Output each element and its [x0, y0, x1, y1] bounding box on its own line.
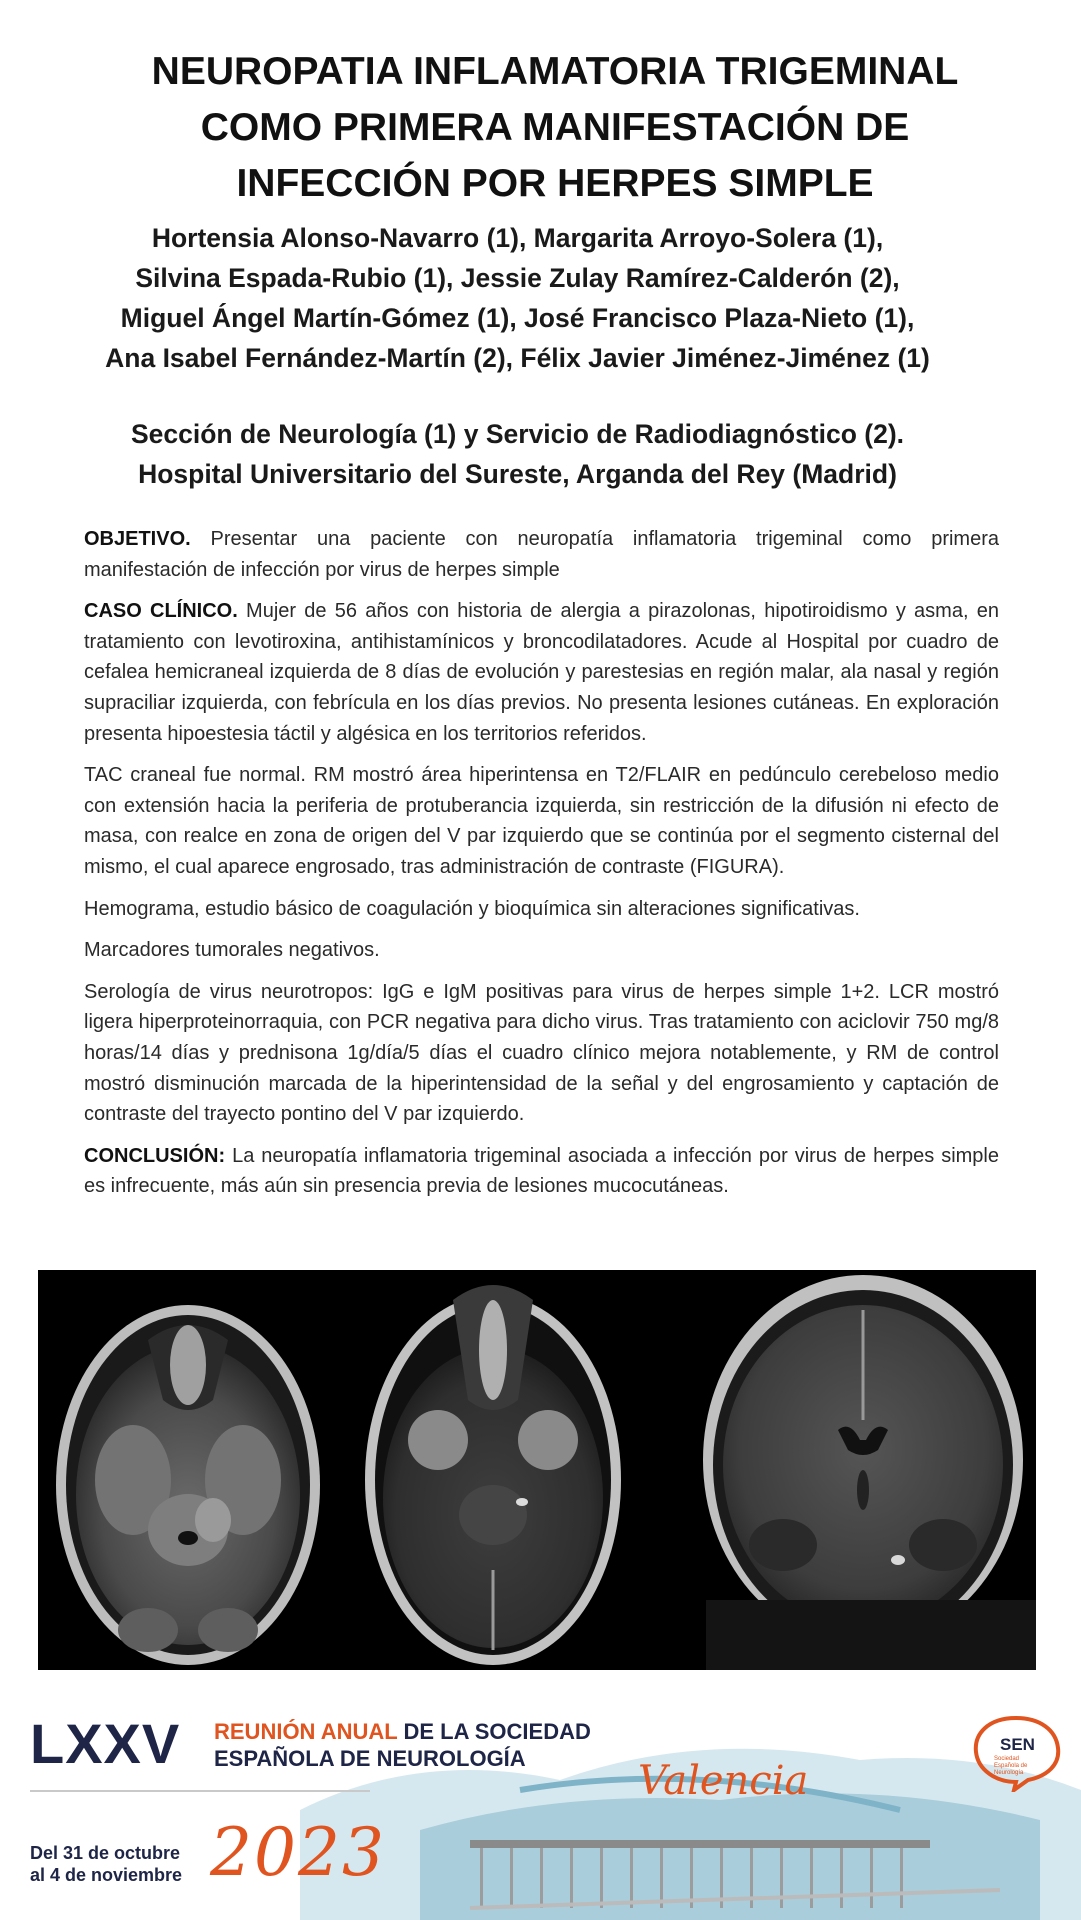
conference-footer [0, 1690, 1081, 1920]
conclusion-label: CONCLUSIÓN: [84, 1144, 226, 1167]
edition-number: LXXV [30, 1712, 181, 1775]
affiliation-line: Sección de Neurología (1) y Servicio de Radiodiagnóstico (2). [130, 419, 905, 449]
mri-figure [38, 1270, 1036, 1670]
sen-logo-subtitle: Sociedad Española de Neurología [994, 1756, 1028, 1776]
mri-panel-axial-flair [56, 1305, 320, 1665]
meeting-name-navy: DE LA SOCIEDAD [397, 1719, 591, 1744]
conclusion-text: La neuropatía inflamatoria trigeminal asociada a infección por virus de herpes simple es infrecuente, más aún sin presencia previa de lesiones mucocutáneas. [84, 1144, 999, 1198]
meeting-name [214, 1718, 591, 1772]
abstract-body [84, 524, 999, 1213]
caso-text: Mujer de 56 años con historia de alergia a pirazolonas, hipotiroidismo y asma, en tratamiento con levotiroxina, antihistamínicos y broncodilatadores. Acude al Hospital por cuadro de cefalea hemicraneal izquierda de 8 días de evolución y parestesias en región malar, ala nasal y región supraciliar izquierda, con febrícula en los días previos. No presenta lesiones cutáneas. En exploración presenta hipoestesia táctil y algésica en los territorios referidos. [84, 600, 999, 745]
meeting-year: 2023 [210, 1814, 386, 1891]
title-line: COMO PRIMERA MANIFESTACIÓN DE [200, 106, 910, 149]
poster-title [60, 44, 1050, 212]
meeting-name-line2: ESPAÑOLA DE NEUROLOGÍA [214, 1746, 526, 1771]
affiliation-line: Hospital Universitario del Sureste, Arganda del Rey (Madrid) [138, 459, 897, 489]
meeting-dates [30, 1842, 182, 1886]
authors-line: Miguel Ángel Martín-Gómez (1), José Francisco Plaza-Nieto (1), [120, 303, 915, 333]
dates-line: al 4 de noviembre [30, 1865, 183, 1885]
title-line: NEUROPATIA INFLAMATORIA TRIGEMINAL [151, 50, 959, 93]
title-line: INFECCIÓN POR HERPES SIMPLE [236, 162, 874, 205]
affiliation-block [40, 414, 995, 494]
caso-label: CASO CLÍNICO. [84, 600, 238, 623]
caso-paragraph [84, 596, 999, 749]
city-name: Valencia [638, 1758, 809, 1804]
marcadores-paragraph: Marcadores tumorales negativos. [84, 939, 380, 962]
objetivo-label: OBJETIVO. [84, 528, 191, 550]
objetivo-paragraph [84, 524, 999, 585]
serologia-paragraph: Serología de virus neurotropos: IgG e IgM positivas para virus de herpes simple 1+2. LCR mostró ligera hiperproteinorraquia, con PCR negativa para dicho virus. Tras tratamiento con aciclovir 750 mg/8 horas/14 días y prednisona 1g/día/5 días el cuadro clínico mejora notablemente, y RM de control mostró disminución marcada de la hiperintensidad de la señal y del engrosamiento y captación de contraste del trayecto pontino del V par izquierdo. [84, 980, 999, 1126]
sen-logo-text: SEN [1000, 1735, 1035, 1754]
authors-block [40, 218, 995, 378]
conclusion-paragraph [84, 1141, 999, 1202]
mri-panel-axial-t1 [365, 1285, 621, 1665]
authors-line: Hortensia Alonso-Navarro (1), Margarita Arroyo-Solera (1), [151, 223, 884, 253]
authors-line: Silvina Espada-Rubio (1), Jessie Zulay Ramírez-Calderón (2), [135, 263, 900, 293]
footer-divider [30, 1790, 370, 1792]
tac-paragraph: TAC craneal fue normal. RM mostró área hiperintensa en T2/FLAIR en pedúnculo cerebeloso medio con extensión hacia la periferia de protuberancia izquierda, sin restricción de la difusión ni efecto de masa, con realce en zona de origen del V par izquierdo que se continúa por el segmento cisternal del mismo, el cual aparece engrosado, tras administración de contraste (FIGURA). [84, 764, 999, 878]
dates-line: Del 31 de octubre [30, 1843, 181, 1863]
hemograma-paragraph: Hemograma, estudio básico de coagulación y bioquímica sin alteraciones significativas. [84, 897, 860, 920]
objetivo-text: Presentar una paciente con neuropatía inflamatoria trigeminal como primera manifestación de infección por virus de herpes simple [84, 528, 999, 581]
mri-panel-coronal-t1 [703, 1270, 1036, 1670]
meeting-name-orange: REUNIÓN ANUAL [214, 1719, 398, 1744]
authors-line: Ana Isabel Fernández-Martín (2), Félix Javier Jiménez-Jiménez (1) [105, 343, 930, 373]
